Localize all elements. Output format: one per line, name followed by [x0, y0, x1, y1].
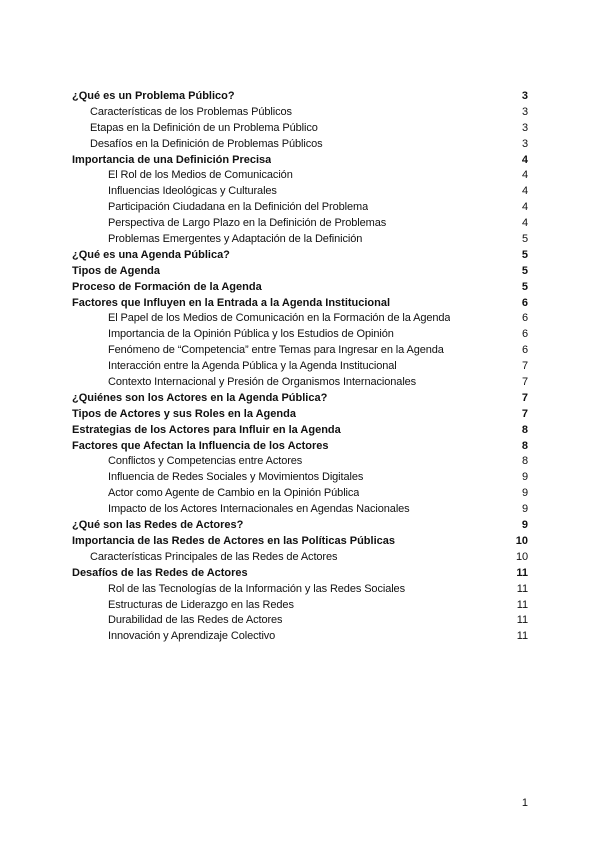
toc-entry-page: 4: [521, 201, 528, 214]
toc-entry-title: El Papel de los Medios de Comunicación en la Formación de la Agenda: [108, 312, 451, 325]
toc-entry-page: 9: [521, 471, 528, 484]
toc-entry-page: 7: [521, 391, 528, 404]
toc-entry-page: 3: [521, 90, 528, 102]
toc-entry-page: 8: [521, 455, 528, 468]
toc-entry-title: Fenómeno de “Competencia” entre Temas para Ingresar en la Agenda: [108, 344, 444, 357]
toc-entry-title: Estrategias de los Actores para Influir en la Agenda: [72, 423, 341, 436]
toc-entry-page: 7: [521, 360, 528, 373]
toc-entry[interactable]: [72, 629, 528, 645]
toc-entry-title: Factores que Influyen en la Entrada a la Agenda Institucional: [72, 296, 391, 309]
toc-entry-title: Problemas Emergentes y Adaptación de la Definición: [108, 233, 363, 246]
toc-entry-page: 9: [521, 487, 528, 500]
toc-entry-title: Desafíos en la Definición de Problemas Públicos: [90, 137, 323, 150]
toc-entry-title: Importancia de una Definición Precisa: [72, 153, 272, 166]
toc-entry[interactable]: [72, 105, 528, 121]
toc-entry-title: ¿Qué son las Redes de Actores?: [72, 519, 244, 532]
page-number: 1: [521, 797, 528, 809]
toc-entry-title: Contexto Internacional y Presión de Organismos Internacionales: [108, 376, 417, 389]
toc-entry[interactable]: [72, 486, 528, 502]
toc-entry-page: 5: [521, 280, 528, 293]
toc-entry[interactable]: [72, 311, 528, 327]
toc-entry-title: Etapas en la Definición de un Problema Público: [90, 121, 318, 134]
toc-entry-title: ¿Qué es un Problema Público?: [72, 90, 235, 102]
toc-entry-title: Tipos de Agenda: [72, 264, 161, 277]
toc-entry[interactable]: [72, 439, 528, 455]
toc-entry-title: Características Principales de las Redes de Actores: [90, 550, 338, 563]
toc-entry-page: 10: [515, 534, 528, 547]
toc-entry-page: 7: [521, 407, 528, 420]
toc-entry-page: 6: [521, 296, 528, 309]
toc-entry[interactable]: [72, 168, 528, 184]
toc-entry-page: 6: [521, 312, 528, 325]
toc-entry[interactable]: [72, 423, 528, 439]
toc-entry[interactable]: [72, 89, 528, 105]
toc-entry[interactable]: [72, 264, 528, 280]
toc-entry[interactable]: [72, 598, 528, 614]
toc-entry-page: 11: [516, 614, 528, 627]
toc-entry[interactable]: [72, 232, 528, 248]
toc-entry-title: Importancia de las Redes de Actores en las Políticas Públicas: [72, 534, 395, 547]
toc-entry[interactable]: [72, 407, 528, 423]
toc-entry-page: 3: [521, 105, 528, 118]
toc-entry[interactable]: [72, 153, 528, 169]
toc-entry-page: 5: [521, 233, 528, 246]
toc-entry-page: 8: [521, 439, 528, 452]
toc-entry[interactable]: [72, 296, 528, 312]
toc-entry-page: 5: [521, 264, 528, 277]
toc-entry-page: 9: [521, 503, 528, 516]
toc-entry-page: 4: [521, 169, 528, 182]
toc-entry[interactable]: [72, 200, 528, 216]
toc-entry-page: 4: [521, 217, 528, 230]
toc-entry[interactable]: [72, 566, 528, 582]
toc-entry[interactable]: [72, 137, 528, 153]
toc-entry[interactable]: [72, 454, 528, 470]
toc-entry-page: 11: [516, 630, 528, 643]
toc-entry[interactable]: [72, 343, 528, 359]
toc-entry-title: Innovación y Aprendizaje Colectivo: [108, 630, 276, 643]
toc-entry-title: Importancia de la Opinión Pública y los Estudios de Opinión: [108, 328, 394, 341]
toc-entry[interactable]: [72, 375, 528, 391]
toc-entry[interactable]: [72, 248, 528, 264]
toc-entry-title: Perspectiva de Largo Plazo en la Definición de Problemas: [108, 217, 387, 230]
toc-entry-page: 3: [521, 121, 528, 134]
toc-entry[interactable]: [72, 280, 528, 296]
toc-entry-title: Rol de las Tecnologías de la Información y las Redes Sociales: [108, 582, 405, 595]
toc-entry-page: 7: [521, 376, 528, 389]
toc-entry[interactable]: [72, 582, 528, 598]
toc-entry[interactable]: [72, 613, 528, 629]
toc-entry[interactable]: [72, 327, 528, 343]
toc-entry[interactable]: [72, 470, 528, 486]
toc-entry-page: 6: [521, 344, 528, 357]
toc-entry-title: Impacto de los Actores Internacionales en Agendas Nacionales: [108, 503, 410, 516]
toc-entry[interactable]: [72, 391, 528, 407]
toc-entry-page: 8: [521, 423, 528, 436]
toc-entry-page: 11: [516, 566, 528, 579]
toc-entry-page: 3: [521, 137, 528, 150]
toc-entry-page: 9: [521, 519, 528, 532]
toc-entry-title: ¿Quiénes son los Actores en la Agenda Pública?: [72, 391, 328, 404]
toc-entry[interactable]: [72, 534, 528, 550]
toc-entry-title: Participación Ciudadana en la Definición del Problema: [108, 201, 369, 214]
toc-entry-title: Estructuras de Liderazgo en las Redes: [108, 598, 294, 611]
toc-entry-page: 10: [515, 550, 528, 563]
toc-entry[interactable]: [72, 550, 528, 566]
toc-entry-page: 11: [516, 582, 528, 595]
toc-entry-title: Conflictos y Competencias entre Actores: [108, 455, 303, 468]
toc-entry[interactable]: [72, 518, 528, 534]
toc-entry-title: ¿Qué es una Agenda Pública?: [72, 248, 230, 261]
table-of-contents: [72, 89, 528, 645]
toc-entry-title: Tipos de Actores y sus Roles en la Agenda: [72, 407, 296, 420]
toc-entry-title: Proceso de Formación de la Agenda: [72, 280, 262, 293]
toc-entry-title: Influencia de Redes Sociales y Movimientos Digitales: [108, 471, 364, 484]
toc-entry-page: 4: [521, 185, 528, 198]
toc-entry-title: Factores que Afectan la Influencia de los Actores: [72, 439, 329, 452]
toc-entry-title: Interacción entre la Agenda Pública y la Agenda Institucional: [108, 360, 397, 373]
toc-entry-title: Actor como Agente de Cambio en la Opinión Pública: [108, 487, 360, 500]
toc-entry-page: 6: [521, 328, 528, 341]
toc-entry-title: Influencias Ideológicas y Culturales: [108, 185, 277, 198]
toc-entry[interactable]: [72, 216, 528, 232]
toc-entry-page: 4: [521, 153, 528, 166]
toc-entry[interactable]: [72, 359, 528, 375]
toc-entry[interactable]: [72, 502, 528, 518]
toc-entry-page: 5: [521, 248, 528, 261]
toc-entry-title: Desafíos de las Redes de Actores: [72, 566, 248, 579]
toc-entry-title: El Rol de los Medios de Comunicación: [108, 169, 293, 182]
toc-entry[interactable]: [72, 184, 528, 200]
toc-entry[interactable]: [72, 121, 528, 137]
toc-entry-page: 11: [516, 598, 528, 611]
toc-entry-title: Características de los Problemas Públicos: [90, 105, 292, 118]
toc-entry-title: Durabilidad de las Redes de Actores: [108, 614, 283, 627]
